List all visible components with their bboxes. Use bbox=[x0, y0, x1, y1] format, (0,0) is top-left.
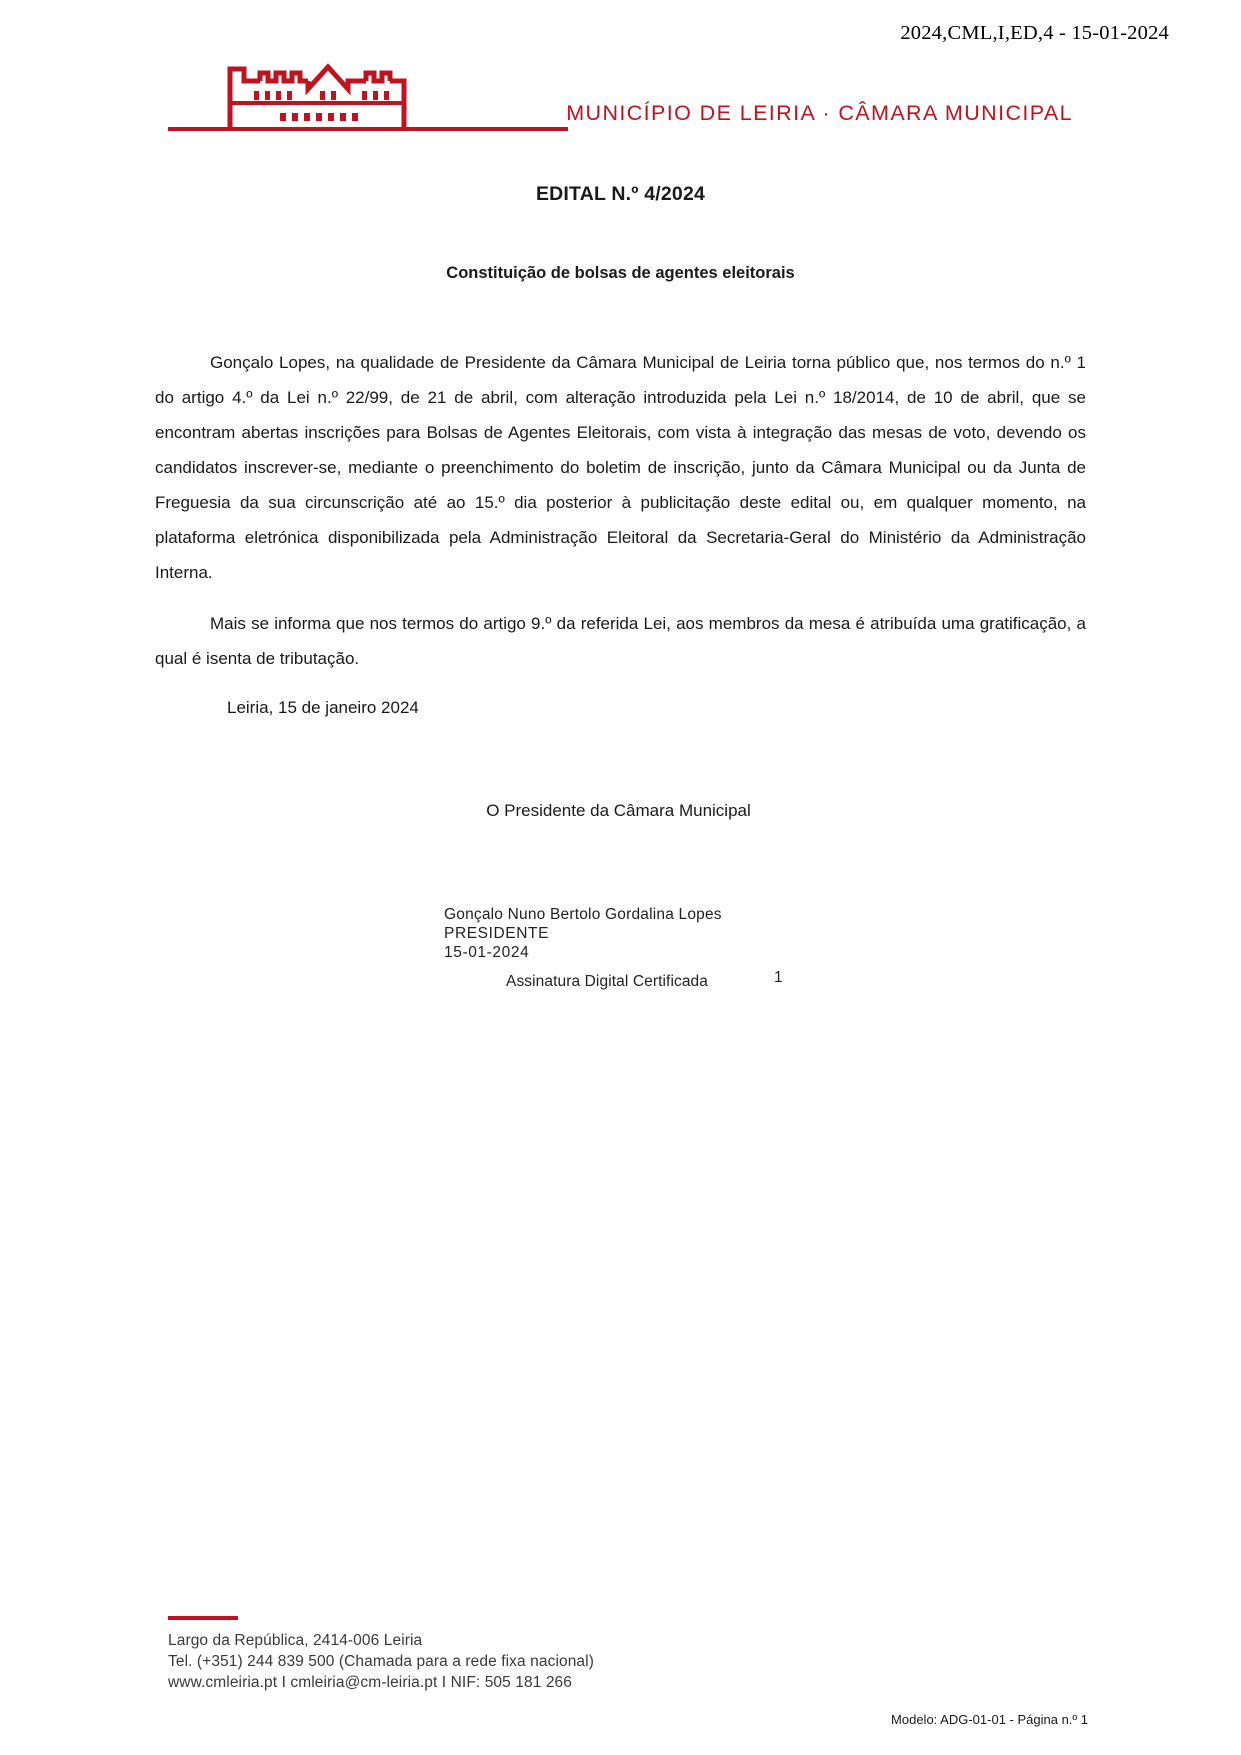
entity-name: MUNICÍPIO DE LEIRIA · CÂMARA MUNICIPAL bbox=[566, 101, 1073, 125]
footer-model: Modelo: ADG-01-01 - Página n.º 1 bbox=[891, 1712, 1088, 1727]
signature-page-number: 1 bbox=[774, 969, 783, 986]
document-body bbox=[155, 175, 1086, 821]
digital-signature-stamp bbox=[444, 905, 864, 991]
signature-role: PRESIDENTE bbox=[444, 925, 550, 942]
document-header bbox=[168, 55, 1073, 140]
page-title: EDITAL N.º 4/2024 bbox=[535, 183, 706, 205]
footer-web: www.cmleiria.pt I cmleiria@cm-leiria.pt I NIF: 505 181 266 bbox=[168, 1674, 572, 1691]
place-and-date: Leiria, 15 de janeiro 2024 bbox=[227, 698, 419, 717]
signature-certification: Assinatura Digital Certificada bbox=[506, 973, 709, 990]
header-divider bbox=[168, 127, 568, 131]
paragraph-2: Mais se informa que nos termos do artigo 9.º da referida Lei, aos membros da mesa é atribuída uma gratificação, a qual é isenta de tributação. bbox=[155, 614, 1086, 668]
document-reference: 2024,CML,I,ED,4 - 15-01-2024 bbox=[900, 22, 1169, 44]
document-footer bbox=[168, 1616, 1088, 1727]
signature-date: 15-01-2024 bbox=[444, 944, 530, 961]
signatory-title: O Presidente da Câmara Municipal bbox=[486, 801, 751, 820]
footer-phone: Tel. (+351) 244 839 500 (Chamada para a rede fixa nacional) bbox=[168, 1653, 594, 1670]
signature-name: Gonçalo Nuno Bertolo Gordalina Lopes bbox=[444, 906, 722, 923]
footer-divider bbox=[168, 1616, 238, 1620]
document-subject: Constituição de bolsas de agentes eleitorais bbox=[446, 264, 795, 282]
leiria-castle-logo bbox=[168, 55, 418, 133]
paragraph-1: Gonçalo Lopes, na qualidade de Presidente da Câmara Municipal de Leiria torna público que, nos termos do n.º 1 do artigo 4.º da Lei n.º 22/99, de 21 de abril, com alteração introduzida pela Lei n.º 18/2014, de 10 de abril, que se encontram abertas inscrições para Bolsas de Agentes Eleitorais, com vista à integração das mesas de voto, devendo os candidatos inscrever-se, mediante o preenchimento do boletim de inscrição, junto da Câmara Municipal ou da Junta de Freguesia da sua circunscrição até ao 15.º dia posterior à publicitação deste edital ou, em qualquer momento, na plataforma eletrónica disponibilizada pela Administração Eleitoral da Secretaria-Geral do Ministério da Administração Interna. bbox=[155, 353, 1086, 582]
footer-address: Largo da República, 2414-006 Leiria bbox=[168, 1632, 423, 1649]
